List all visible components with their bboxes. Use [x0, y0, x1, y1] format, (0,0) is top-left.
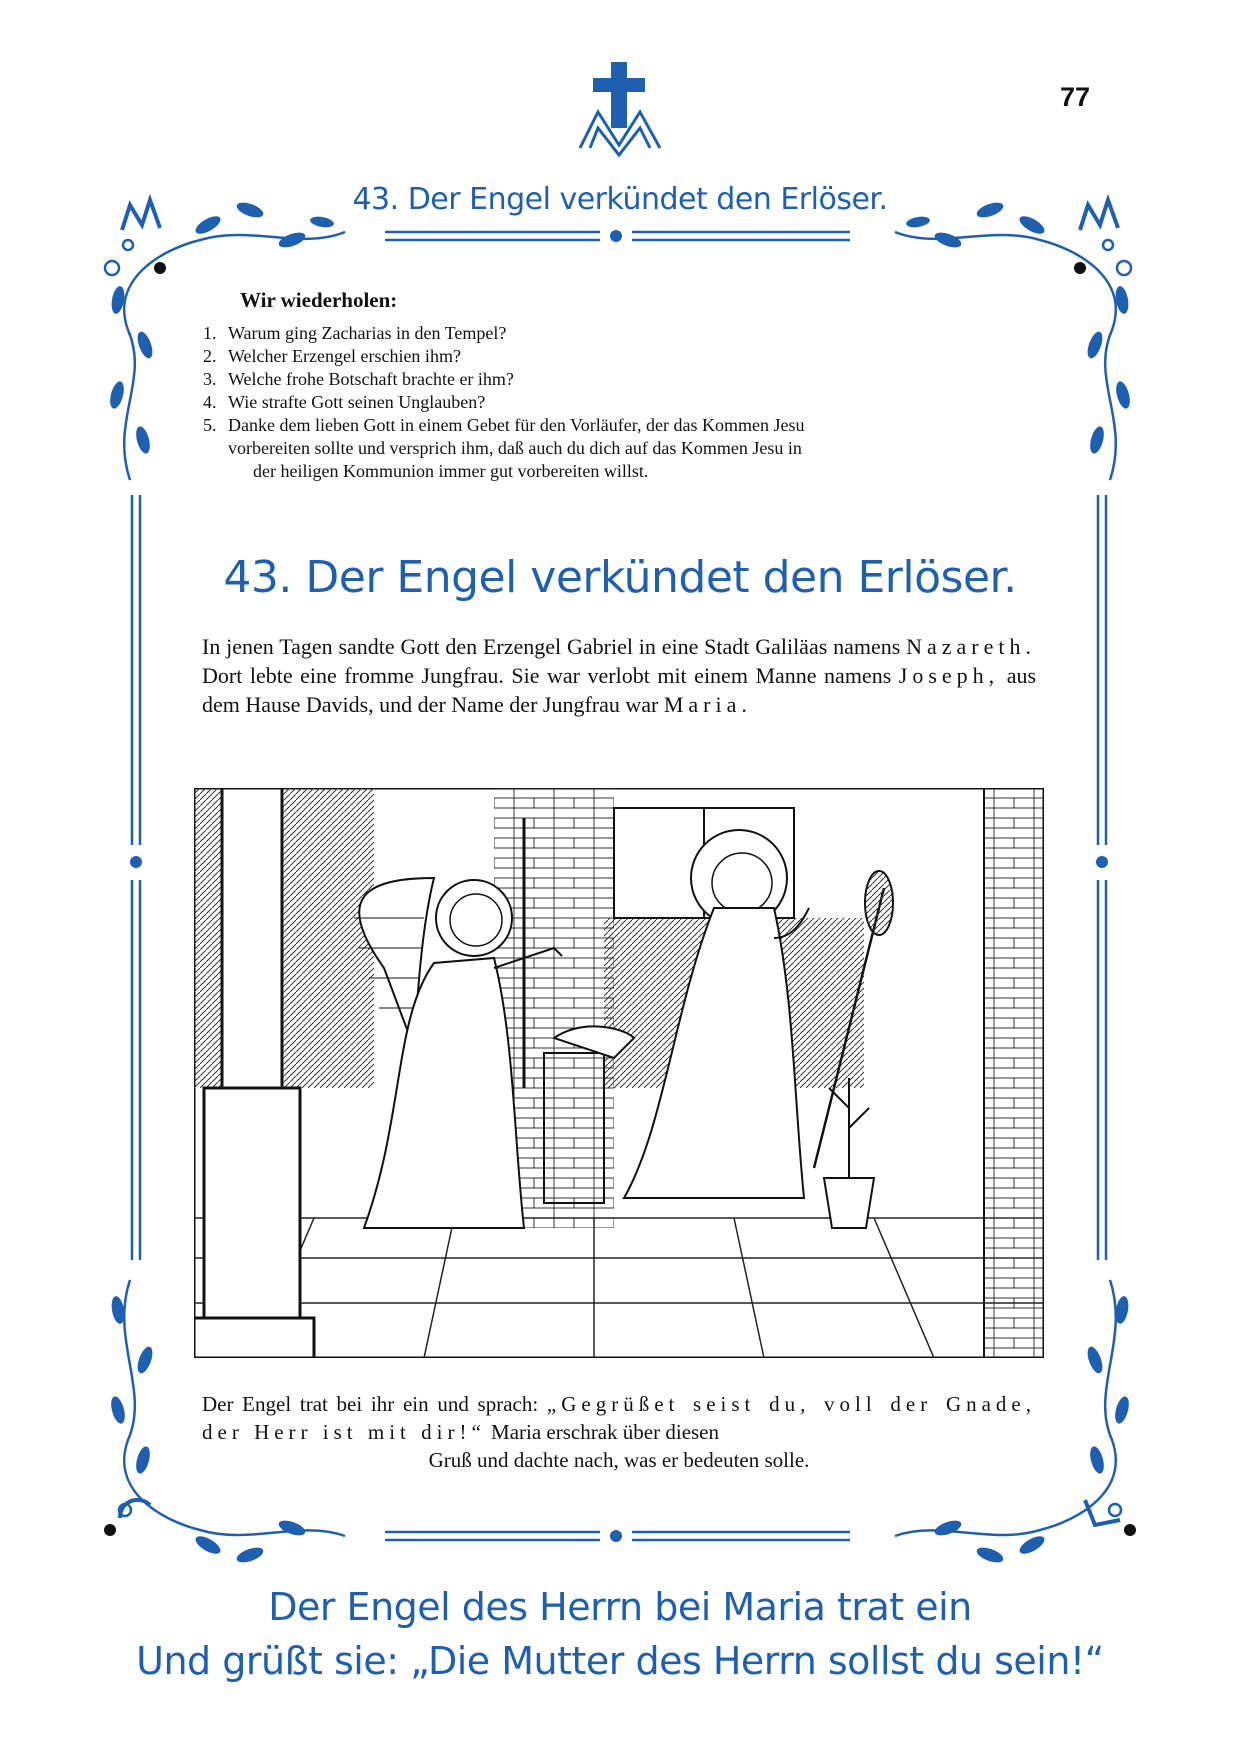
list-item-text: Warum ging Zacharias in den Tempel?	[228, 323, 507, 343]
intro-text-part: aus dem Hause Davids, und der Name der Jungfrau war	[202, 663, 1037, 717]
caption-paragraph	[202, 1390, 1036, 1474]
intro-paragraph	[202, 632, 1036, 719]
list-item	[203, 391, 1043, 414]
place-name-nazareth: Nazareth.	[906, 634, 1037, 659]
footer-verse-line-2: Und grüßt sie: „Die Mutter des Herrn sollst du sein!“	[136, 1639, 1104, 1683]
intro-text-part: Dort lebte eine fromme Jungfrau. Sie war verlobt mit einem Manne namens	[202, 663, 892, 688]
review-heading: Wir wiederholen:	[240, 288, 398, 312]
caption-text-part: Der Engel trat bei ihr ein und sprach:	[202, 1392, 539, 1416]
review-question-list	[203, 322, 1043, 483]
list-item	[203, 414, 1043, 483]
caption-text-part: Maria erschrak über diesen	[491, 1420, 720, 1444]
main-title: 43. Der Engel verkündet den Erlöser.	[223, 552, 1017, 603]
list-item-number: 4.	[203, 392, 217, 412]
caption-text-part: Gruß und dachte nach, was er bedeuten solle.	[428, 1448, 810, 1472]
list-item-text-continued: der heiligen Kommunion immer gut vorbereiten willst.	[253, 461, 649, 481]
annunciation-illustration	[194, 788, 1044, 1358]
angel-greeting-quote: „Gegrüßet seist du, voll der Gnade, der Herr ist mit dir!“	[202, 1392, 1036, 1444]
list-item-number: 2.	[203, 346, 217, 366]
person-name-maria: Maria.	[663, 692, 752, 717]
list-item-number: 5.	[203, 415, 217, 435]
list-item-text: Welche frohe Botschaft brachte er ihm?	[228, 369, 514, 389]
intro-text-part: In jenen Tagen sandte Gott den Erzengel Gabriel in eine Stadt Galiläas namens	[202, 634, 901, 659]
header-title: 43. Der Engel verkündet den Erlöser.	[352, 182, 888, 217]
list-item	[203, 322, 1043, 345]
list-item-number: 3.	[203, 369, 217, 389]
footer-verse-line-1: Der Engel des Herrn bei Maria trat ein	[268, 1585, 972, 1629]
list-item	[203, 368, 1043, 391]
list-item-text: Wie strafte Gott seinen Unglauben?	[228, 392, 486, 412]
person-name-joseph: Joseph,	[898, 663, 1000, 688]
list-item-text: Welcher Erzengel erschien ihm?	[228, 346, 461, 366]
list-item-text: Danke dem lieben Gott in einem Gebet für den Vorläufer, der das Kommen Jesu	[228, 415, 805, 435]
page-number: 77	[1060, 82, 1091, 112]
list-item-number: 1.	[203, 323, 217, 343]
list-item	[203, 345, 1043, 368]
list-item-text-continued: vorbereiten sollte und versprich ihm, daß auch du dich auf das Kommen Jesu in	[228, 438, 802, 458]
footer-verse	[0, 1580, 1240, 1688]
cross-monogram-icon	[580, 62, 660, 155]
